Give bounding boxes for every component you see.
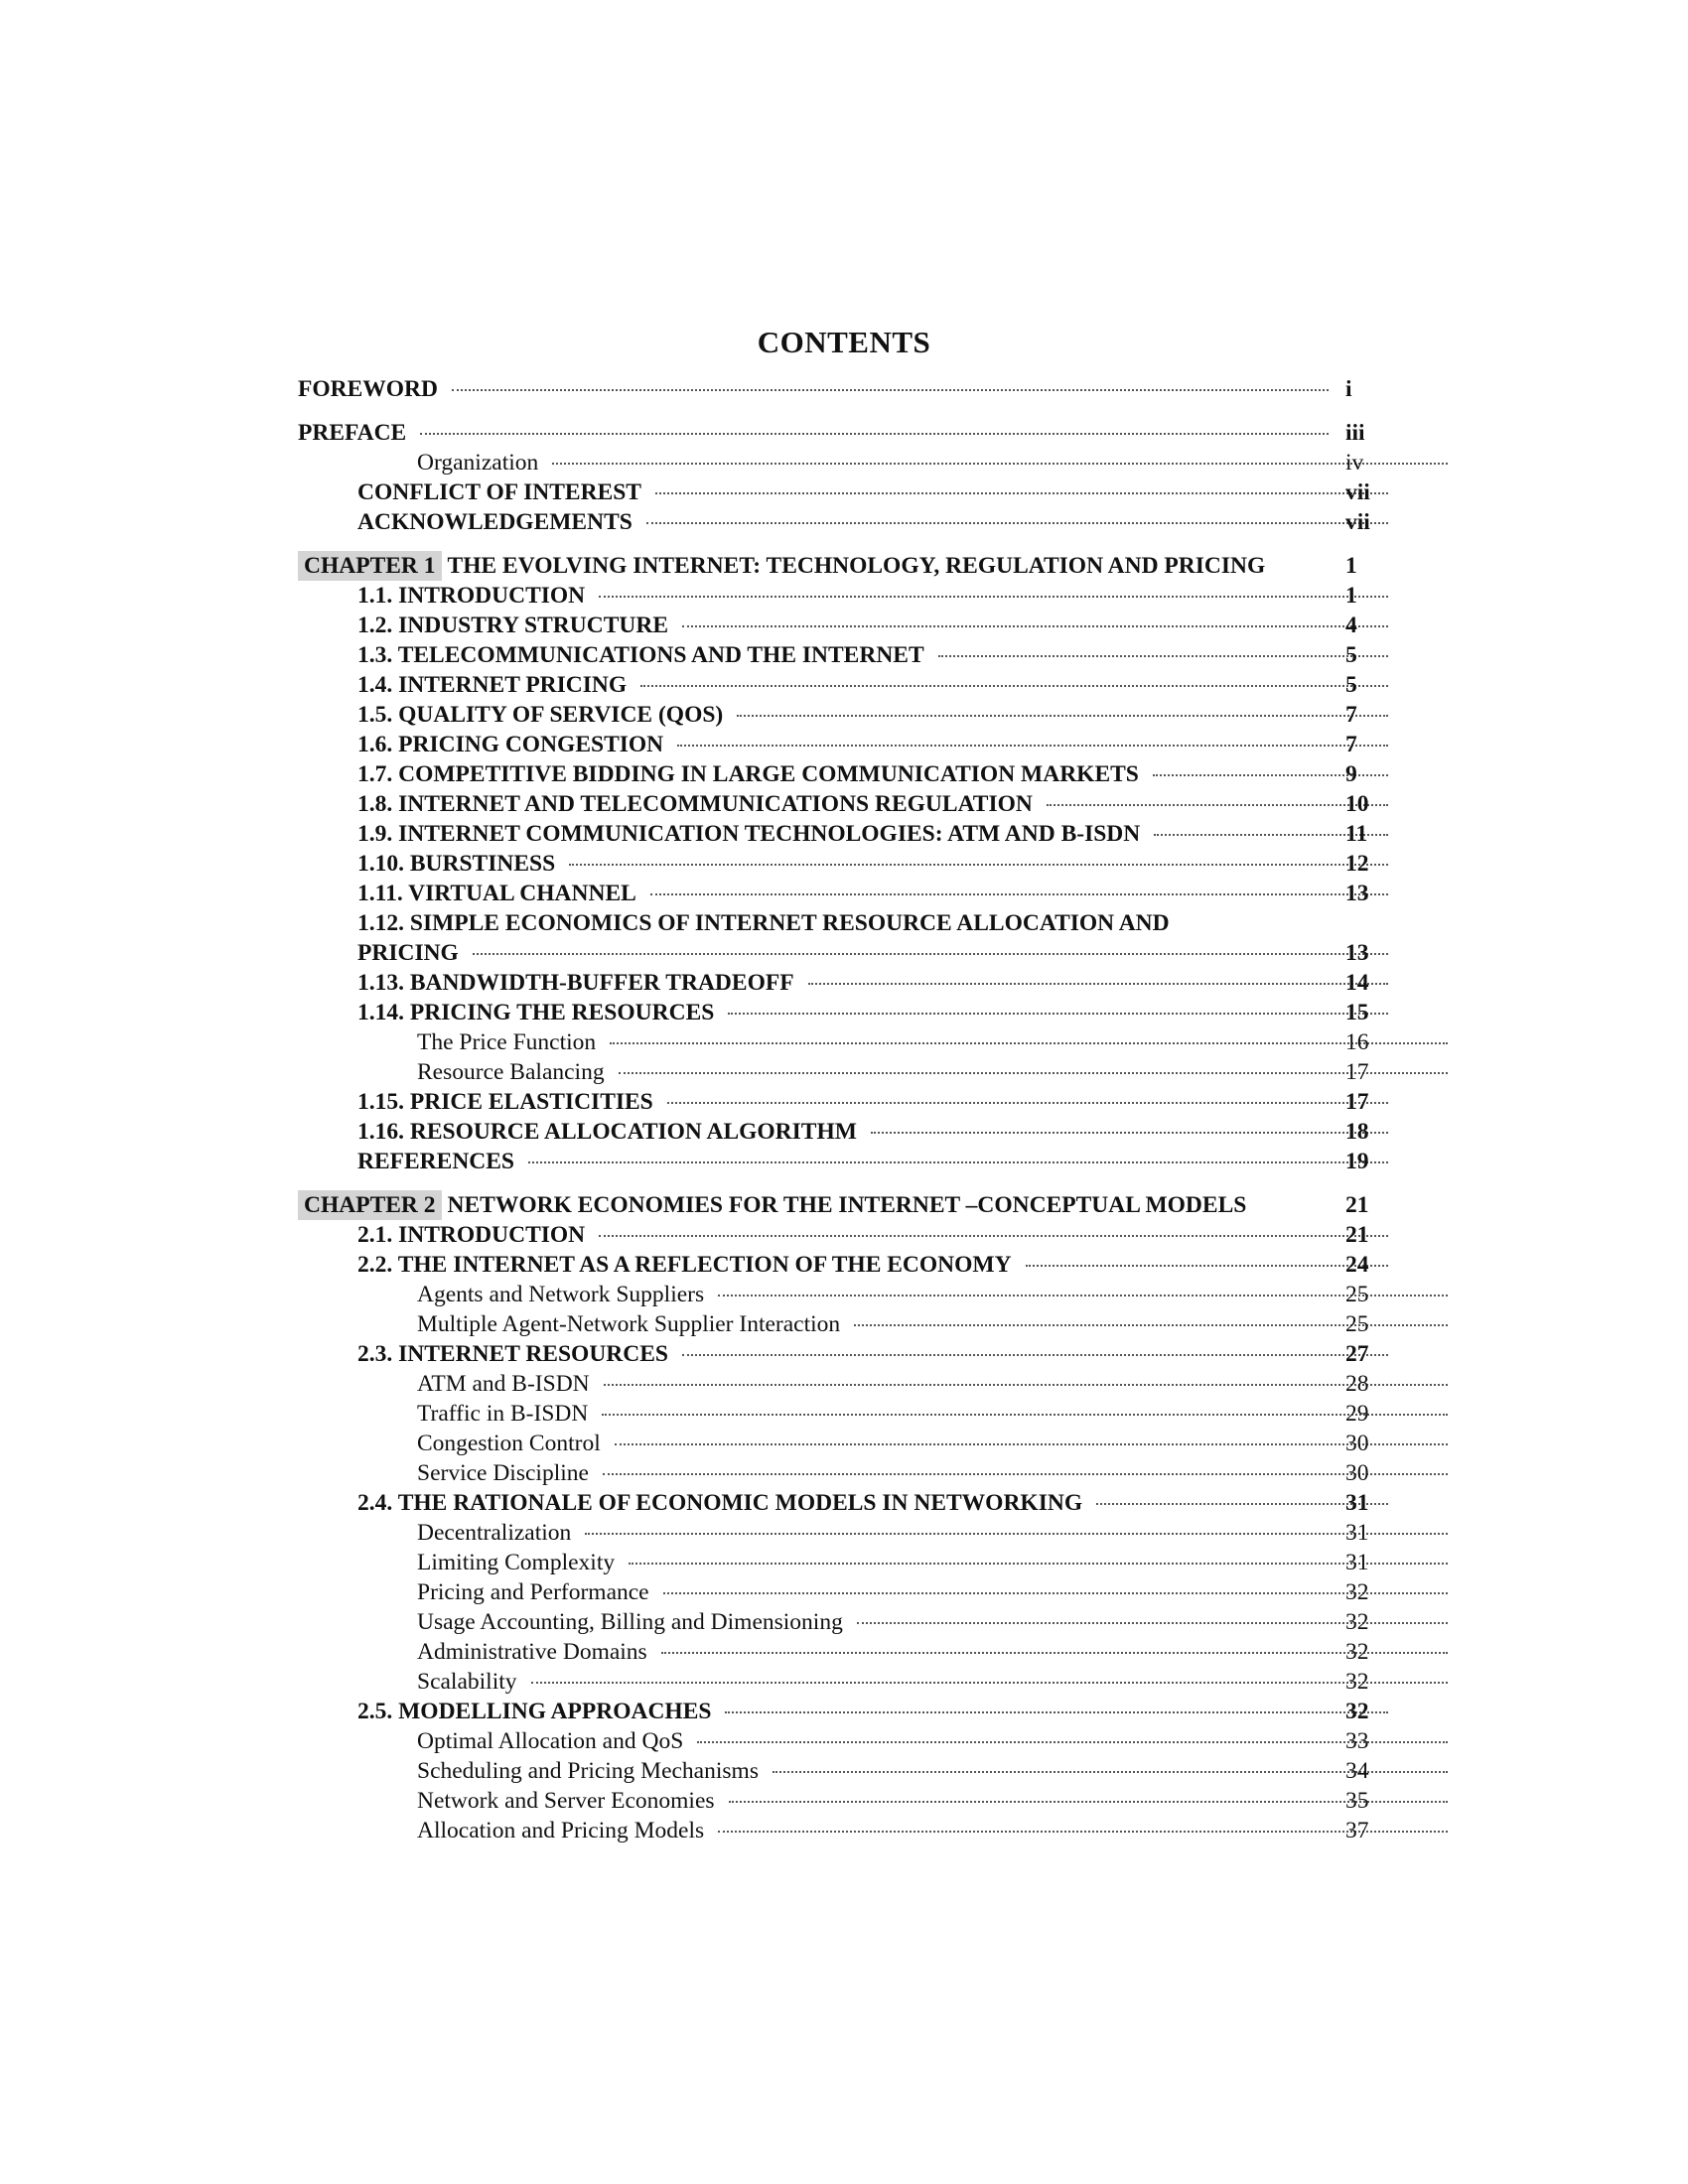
entry-label: 2.3. INTERNET RESOURCES <box>357 1341 668 1367</box>
dot-leader <box>655 492 1388 494</box>
dot-leader <box>682 1354 1388 1356</box>
dot-leader <box>640 685 1388 687</box>
entry-label: Organization <box>417 450 539 476</box>
toc-entry[interactable] <box>298 611 1390 640</box>
dot-leader <box>528 1161 1388 1163</box>
dot-leader <box>604 1384 1448 1386</box>
page-number: vii <box>1345 509 1370 535</box>
page-number: iv <box>1345 450 1364 476</box>
entry-label: PRICING <box>357 940 459 966</box>
dot-leader <box>646 522 1388 524</box>
toc-entry[interactable] <box>298 1429 1390 1458</box>
page-number: vii <box>1345 479 1370 505</box>
entry-label: 1.1. INTRODUCTION <box>357 583 586 609</box>
chapter-number: CHAPTER 1 <box>298 551 442 581</box>
page-number: 24 <box>1345 1252 1369 1278</box>
toc-entry[interactable] <box>298 1548 1390 1577</box>
entry-label: ACKNOWLEDGEMENTS <box>357 509 633 535</box>
page-number: i <box>1345 376 1352 402</box>
toc-entry[interactable] <box>298 700 1390 730</box>
page-number: 12 <box>1345 851 1369 877</box>
dot-leader <box>1026 1265 1388 1267</box>
entry-label: PREFACE <box>298 420 407 446</box>
toc-entry[interactable] <box>298 968 1390 998</box>
dot-leader <box>808 983 1388 985</box>
entry-label: Pricing and Performance <box>417 1579 649 1605</box>
toc-entry[interactable] <box>298 507 1390 537</box>
entry-label: Network and Server Economies <box>417 1788 715 1814</box>
dot-leader <box>610 1042 1448 1044</box>
dot-leader <box>871 1132 1388 1134</box>
dot-leader <box>452 389 1329 391</box>
dot-leader <box>473 953 1388 955</box>
dot-leader <box>697 1741 1448 1743</box>
page-number: 29 <box>1345 1401 1369 1427</box>
entry-label: 1.2. INDUSTRY STRUCTURE <box>357 613 668 638</box>
dot-leader <box>602 1414 1448 1416</box>
toc-entry[interactable] <box>298 478 1390 507</box>
toc-entry[interactable] <box>298 759 1390 789</box>
toc-entry[interactable] <box>298 1518 1390 1548</box>
dot-leader <box>552 463 1448 465</box>
page-number: 21 <box>1345 1222 1369 1248</box>
dot-leader <box>729 1801 1448 1803</box>
page-number: 25 <box>1345 1282 1369 1307</box>
dot-leader <box>718 1295 1448 1297</box>
toc-entry[interactable] <box>298 1280 1390 1309</box>
entry-label: 1.3. TELECOMMUNICATIONS AND THE INTERNET <box>357 642 924 668</box>
page-number: 16 <box>1345 1029 1369 1055</box>
dot-leader <box>599 596 1388 598</box>
dot-leader <box>661 1652 1448 1654</box>
entry-label: 1.7. COMPETITIVE BIDDING IN LARGE COMMUNICATION MARKETS <box>357 761 1139 787</box>
page-number: 32 <box>1345 1669 1369 1695</box>
entry-label: 1.10. BURSTINESS <box>357 851 556 877</box>
toc-entry[interactable] <box>298 1057 1390 1087</box>
dot-leader <box>725 1711 1388 1713</box>
page-number: 33 <box>1345 1728 1369 1754</box>
chapter-title: THE EVOLVING INTERNET: TECHNOLOGY, REGULATION AND PRICING <box>447 553 1266 579</box>
dot-leader <box>667 1102 1388 1104</box>
toc-entry[interactable] <box>298 938 1390 968</box>
toc-entry[interactable] <box>298 1117 1390 1147</box>
entry-label: 1.11. VIRTUAL CHANNEL <box>357 881 636 906</box>
page-number: 7 <box>1345 732 1357 757</box>
entry-label: Service Discipline <box>417 1460 589 1486</box>
entry-label: Scalability <box>417 1669 517 1695</box>
entry-label: Usage Accounting, Billing and Dimensioning <box>417 1609 843 1635</box>
toc-entry-wrapped-line[interactable]: 1.12. SIMPLE ECONOMICS OF INTERNET RESOURCE ALLOCATION AND <box>357 910 1170 936</box>
page-number: 5 <box>1345 642 1357 668</box>
page-number: 17 <box>1345 1089 1369 1115</box>
page-number: 13 <box>1345 881 1369 906</box>
page-number: 17 <box>1345 1059 1369 1085</box>
page-number: 30 <box>1345 1431 1369 1456</box>
page-number: iii <box>1345 420 1365 446</box>
dot-leader <box>938 655 1388 657</box>
entry-label: 1.4. INTERNET PRICING <box>357 672 628 698</box>
entry-label: Administrative Domains <box>417 1639 647 1665</box>
page-number: 34 <box>1345 1758 1369 1784</box>
chapter-number: CHAPTER 2 <box>298 1190 442 1220</box>
toc-entry[interactable] <box>298 1458 1390 1488</box>
page-number: 32 <box>1345 1579 1369 1605</box>
dot-leader <box>615 1443 1448 1445</box>
toc-entry[interactable] <box>298 998 1390 1027</box>
toc-entry[interactable] <box>298 1726 1390 1756</box>
entry-label: 1.13. BANDWIDTH-BUFFER TRADEOFF <box>357 970 794 996</box>
page-number: 10 <box>1345 791 1369 817</box>
dot-leader <box>603 1473 1448 1475</box>
page-number: 14 <box>1345 970 1369 996</box>
page-number: 31 <box>1345 1490 1369 1516</box>
toc-entry[interactable] <box>298 1637 1390 1667</box>
page-number: 31 <box>1345 1550 1369 1575</box>
toc-entry[interactable] <box>298 1369 1390 1399</box>
toc-chapter-entry[interactable] <box>298 551 1390 581</box>
page-number: 21 <box>1345 1192 1369 1218</box>
entry-label: 1.9. INTERNET COMMUNICATION TECHNOLOGIES: ATM AND B-ISDN <box>357 821 1141 847</box>
entry-label: REFERENCES <box>357 1149 515 1174</box>
toc-entry[interactable] <box>298 1577 1390 1607</box>
entry-label: Allocation and Pricing Models <box>417 1818 705 1843</box>
dot-leader <box>663 1592 1448 1594</box>
entry-label: CONFLICT OF INTEREST <box>357 479 641 505</box>
dot-leader <box>585 1533 1448 1535</box>
toc-entry[interactable] <box>298 1667 1390 1697</box>
dot-leader <box>619 1072 1448 1074</box>
toc-entry[interactable] <box>298 374 1390 404</box>
dot-leader <box>650 893 1388 895</box>
page-number: 1 <box>1345 583 1357 609</box>
entry-label: 1.8. INTERNET AND TELECOMMUNICATIONS REGULATION <box>357 791 1033 817</box>
entry-label: FOREWORD <box>298 376 438 402</box>
entry-label: Traffic in B-ISDN <box>417 1401 589 1427</box>
dot-leader <box>420 433 1329 435</box>
toc-entry[interactable] <box>298 730 1390 759</box>
page-number: 31 <box>1345 1520 1369 1546</box>
toc-entry[interactable] <box>298 1147 1390 1176</box>
page-number: 4 <box>1345 613 1357 638</box>
entry-label: Congestion Control <box>417 1431 601 1456</box>
page-title: CONTENTS <box>757 325 931 359</box>
entry-label: 2.1. INTRODUCTION <box>357 1222 586 1248</box>
dot-leader <box>677 745 1388 747</box>
entry-label: 1.5. QUALITY OF SERVICE (QOS) <box>357 702 724 728</box>
entry-label: 1.14. PRICING THE RESOURCES <box>357 1000 715 1025</box>
toc-entry[interactable] <box>298 1697 1390 1726</box>
toc-entry[interactable] <box>298 640 1390 670</box>
page-number: 7 <box>1345 702 1357 728</box>
toc-entry[interactable] <box>298 448 1390 478</box>
dot-leader <box>629 1563 1448 1565</box>
entry-label: The Price Function <box>417 1029 597 1055</box>
entry-label: Resource Balancing <box>417 1059 605 1085</box>
entry-label: 1.6. PRICING CONGESTION <box>357 732 664 757</box>
dot-leader <box>1096 1503 1388 1505</box>
page-number: 37 <box>1345 1818 1369 1843</box>
page-number: 35 <box>1345 1788 1369 1814</box>
page-number: 13 <box>1345 940 1369 966</box>
dot-leader <box>1047 804 1388 806</box>
toc-entry[interactable] <box>298 1087 1390 1117</box>
toc-entry[interactable] <box>298 1786 1390 1816</box>
toc-entry[interactable] <box>298 879 1390 908</box>
toc-entry[interactable] <box>298 1488 1390 1518</box>
toc-entry[interactable] <box>298 1220 1390 1250</box>
dot-leader <box>682 625 1388 627</box>
toc-entry[interactable] <box>298 1027 1390 1057</box>
page-number: 9 <box>1345 761 1357 787</box>
toc-entry[interactable] <box>298 670 1390 700</box>
dot-leader <box>569 864 1388 866</box>
toc-chapter-entry[interactable] <box>298 1190 1390 1220</box>
dot-leader <box>599 1235 1388 1237</box>
page-number: 32 <box>1345 1639 1369 1665</box>
page-number: 32 <box>1345 1609 1369 1635</box>
toc-entry[interactable] <box>298 849 1390 879</box>
entry-label: 1.16. RESOURCE ALLOCATION ALGORITHM <box>357 1119 857 1145</box>
page-number: 25 <box>1345 1311 1369 1337</box>
entry-label: Optimal Allocation and QoS <box>417 1728 684 1754</box>
dot-leader <box>737 715 1388 717</box>
entry-label: ATM and B-ISDN <box>417 1371 590 1397</box>
entry-label: Multiple Agent-Network Supplier Interaction <box>417 1311 841 1337</box>
dot-leader <box>531 1682 1448 1684</box>
page-number: 1 <box>1345 553 1357 579</box>
toc-entry[interactable] <box>298 819 1390 849</box>
page-number: 27 <box>1345 1341 1369 1367</box>
dot-leader <box>728 1013 1388 1015</box>
toc-entry[interactable] <box>298 1816 1390 1845</box>
page-number: 5 <box>1345 672 1357 698</box>
entry-label: 2.5. MODELLING APPROACHES <box>357 1699 712 1724</box>
toc-entry[interactable] <box>298 1756 1390 1786</box>
entry-label: 2.4. THE RATIONALE OF ECONOMIC MODELS IN NETWORKING <box>357 1490 1083 1516</box>
entry-label: Decentralization <box>417 1520 572 1546</box>
toc-entry[interactable] <box>298 1339 1390 1369</box>
chapter-title: NETWORK ECONOMIES FOR THE INTERNET –CONCEPTUAL MODELS <box>447 1192 1247 1218</box>
toc-entry[interactable] <box>298 581 1390 611</box>
toc-entry[interactable] <box>298 789 1390 819</box>
dot-leader <box>718 1831 1448 1833</box>
entry-label: 2.2. THE INTERNET AS A REFLECTION OF THE ECONOMY <box>357 1252 1012 1278</box>
toc-list <box>298 374 1390 1845</box>
page-number: 28 <box>1345 1371 1369 1397</box>
page-number: 18 <box>1345 1119 1369 1145</box>
entry-label: Limiting Complexity <box>417 1550 616 1575</box>
page-number: 30 <box>1345 1460 1369 1486</box>
entry-label: 1.15. PRICE ELASTICITIES <box>357 1089 653 1115</box>
page-number: 11 <box>1345 821 1368 847</box>
toc-entry[interactable] <box>298 418 1390 448</box>
toc-entry[interactable] <box>298 1607 1390 1637</box>
page-number: 15 <box>1345 1000 1369 1025</box>
toc-entry[interactable] <box>298 1399 1390 1429</box>
entry-label: Scheduling and Pricing Mechanisms <box>417 1758 759 1784</box>
page-number: 19 <box>1345 1149 1369 1174</box>
toc-entry[interactable] <box>298 1309 1390 1339</box>
entry-label: Agents and Network Suppliers <box>417 1282 705 1307</box>
toc-entry[interactable] <box>298 1250 1390 1280</box>
page-number: 32 <box>1345 1699 1369 1724</box>
